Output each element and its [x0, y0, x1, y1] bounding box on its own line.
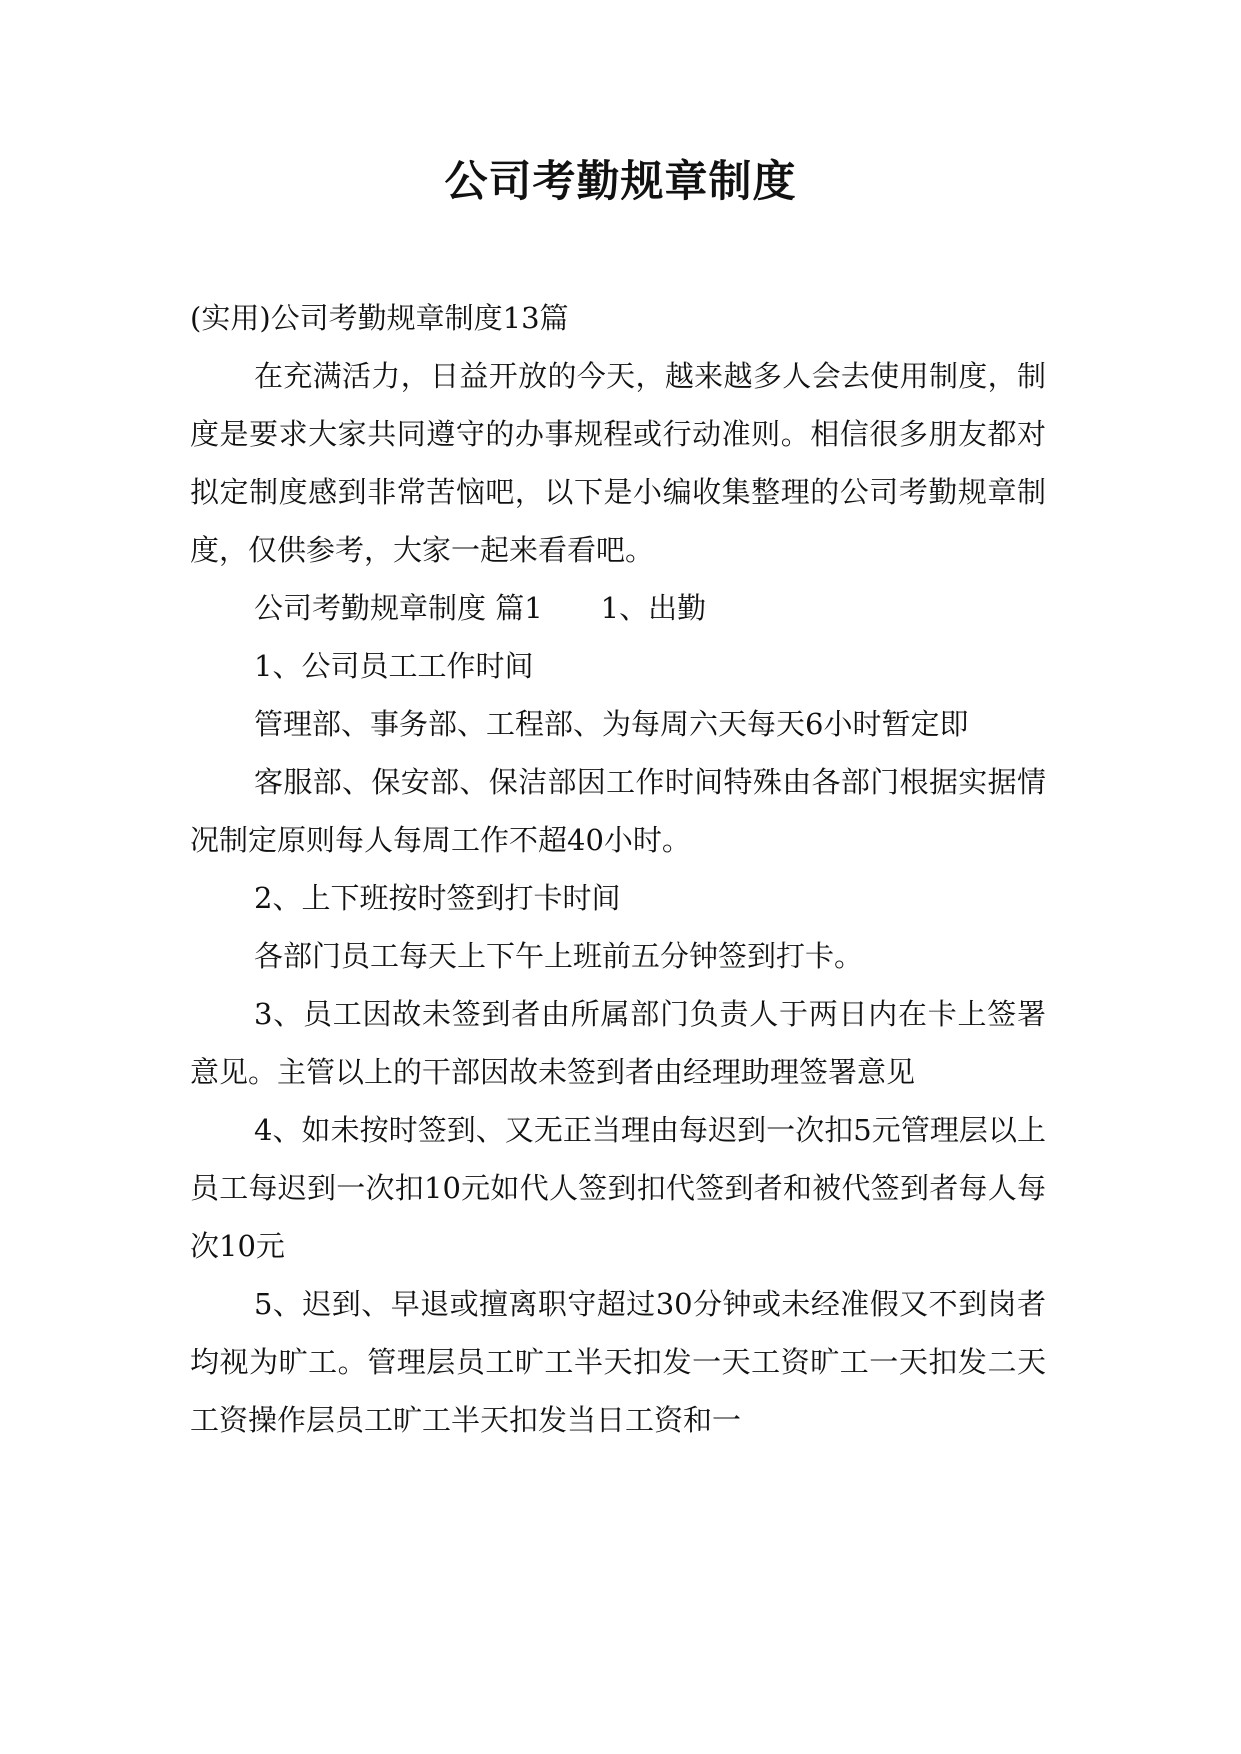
section-heading-1: 公司考勤规章制度 篇1 1、出勤 [254, 591, 707, 625]
rule-missed-sign-in: 3、员工因故未签到者由所属部门负责人于两日内在卡上签署意见。主管以上的干部因故未签到者由经理助理签署意见 [190, 997, 1046, 1089]
document-title: 公司考勤规章制度 [444, 157, 797, 207]
rule-work-time-management: 管理部、事务部、工程部、为每周六天每天6小时暂定即 [254, 707, 969, 741]
rule-sign-in-time: 各部门员工每天上下午上班前五分钟签到打卡。 [254, 939, 864, 973]
rule-work-time-service: 客服部、保安部、保洁部因工作时间特殊由各部门根据实据情况制定原则每人每周工作不超40小时。 [190, 765, 1046, 857]
rule-work-time-heading: 1、公司员工工作时间 [254, 649, 534, 683]
rule-absence: 5、迟到、早退或擅离职守超过30分钟或未经准假又不到岗者均视为旷工。管理层员工旷工半天扣发一天工资旷工一天扣发二天工资操作层员工旷工半天扣发当日工资和一 [190, 1287, 1046, 1437]
rule-sign-in-heading: 2、上下班按时签到打卡时间 [254, 881, 621, 915]
paragraph-intro: 在充满活力，日益开放的今天，越来越多人会去使用制度，制度是要求大家共同遵守的办事规程或行动准则。相信很多朋友都对拟定制度感到非常苦恼吧，以下是小编收集整理的公司考勤规章制度，仅供参考，大家一起来看看吧。 [190, 359, 1046, 567]
rule-late-penalty: 4、如未按时签到、又无正当理由每迟到一次扣5元管理层以上员工每迟到一次扣10元如代人签到扣代签到者和被代签到者每人每次10元 [190, 1113, 1046, 1263]
document-body [190, 289, 1046, 1449]
document-subtitle: (实用)公司考勤规章制度13篇 [190, 301, 569, 335]
